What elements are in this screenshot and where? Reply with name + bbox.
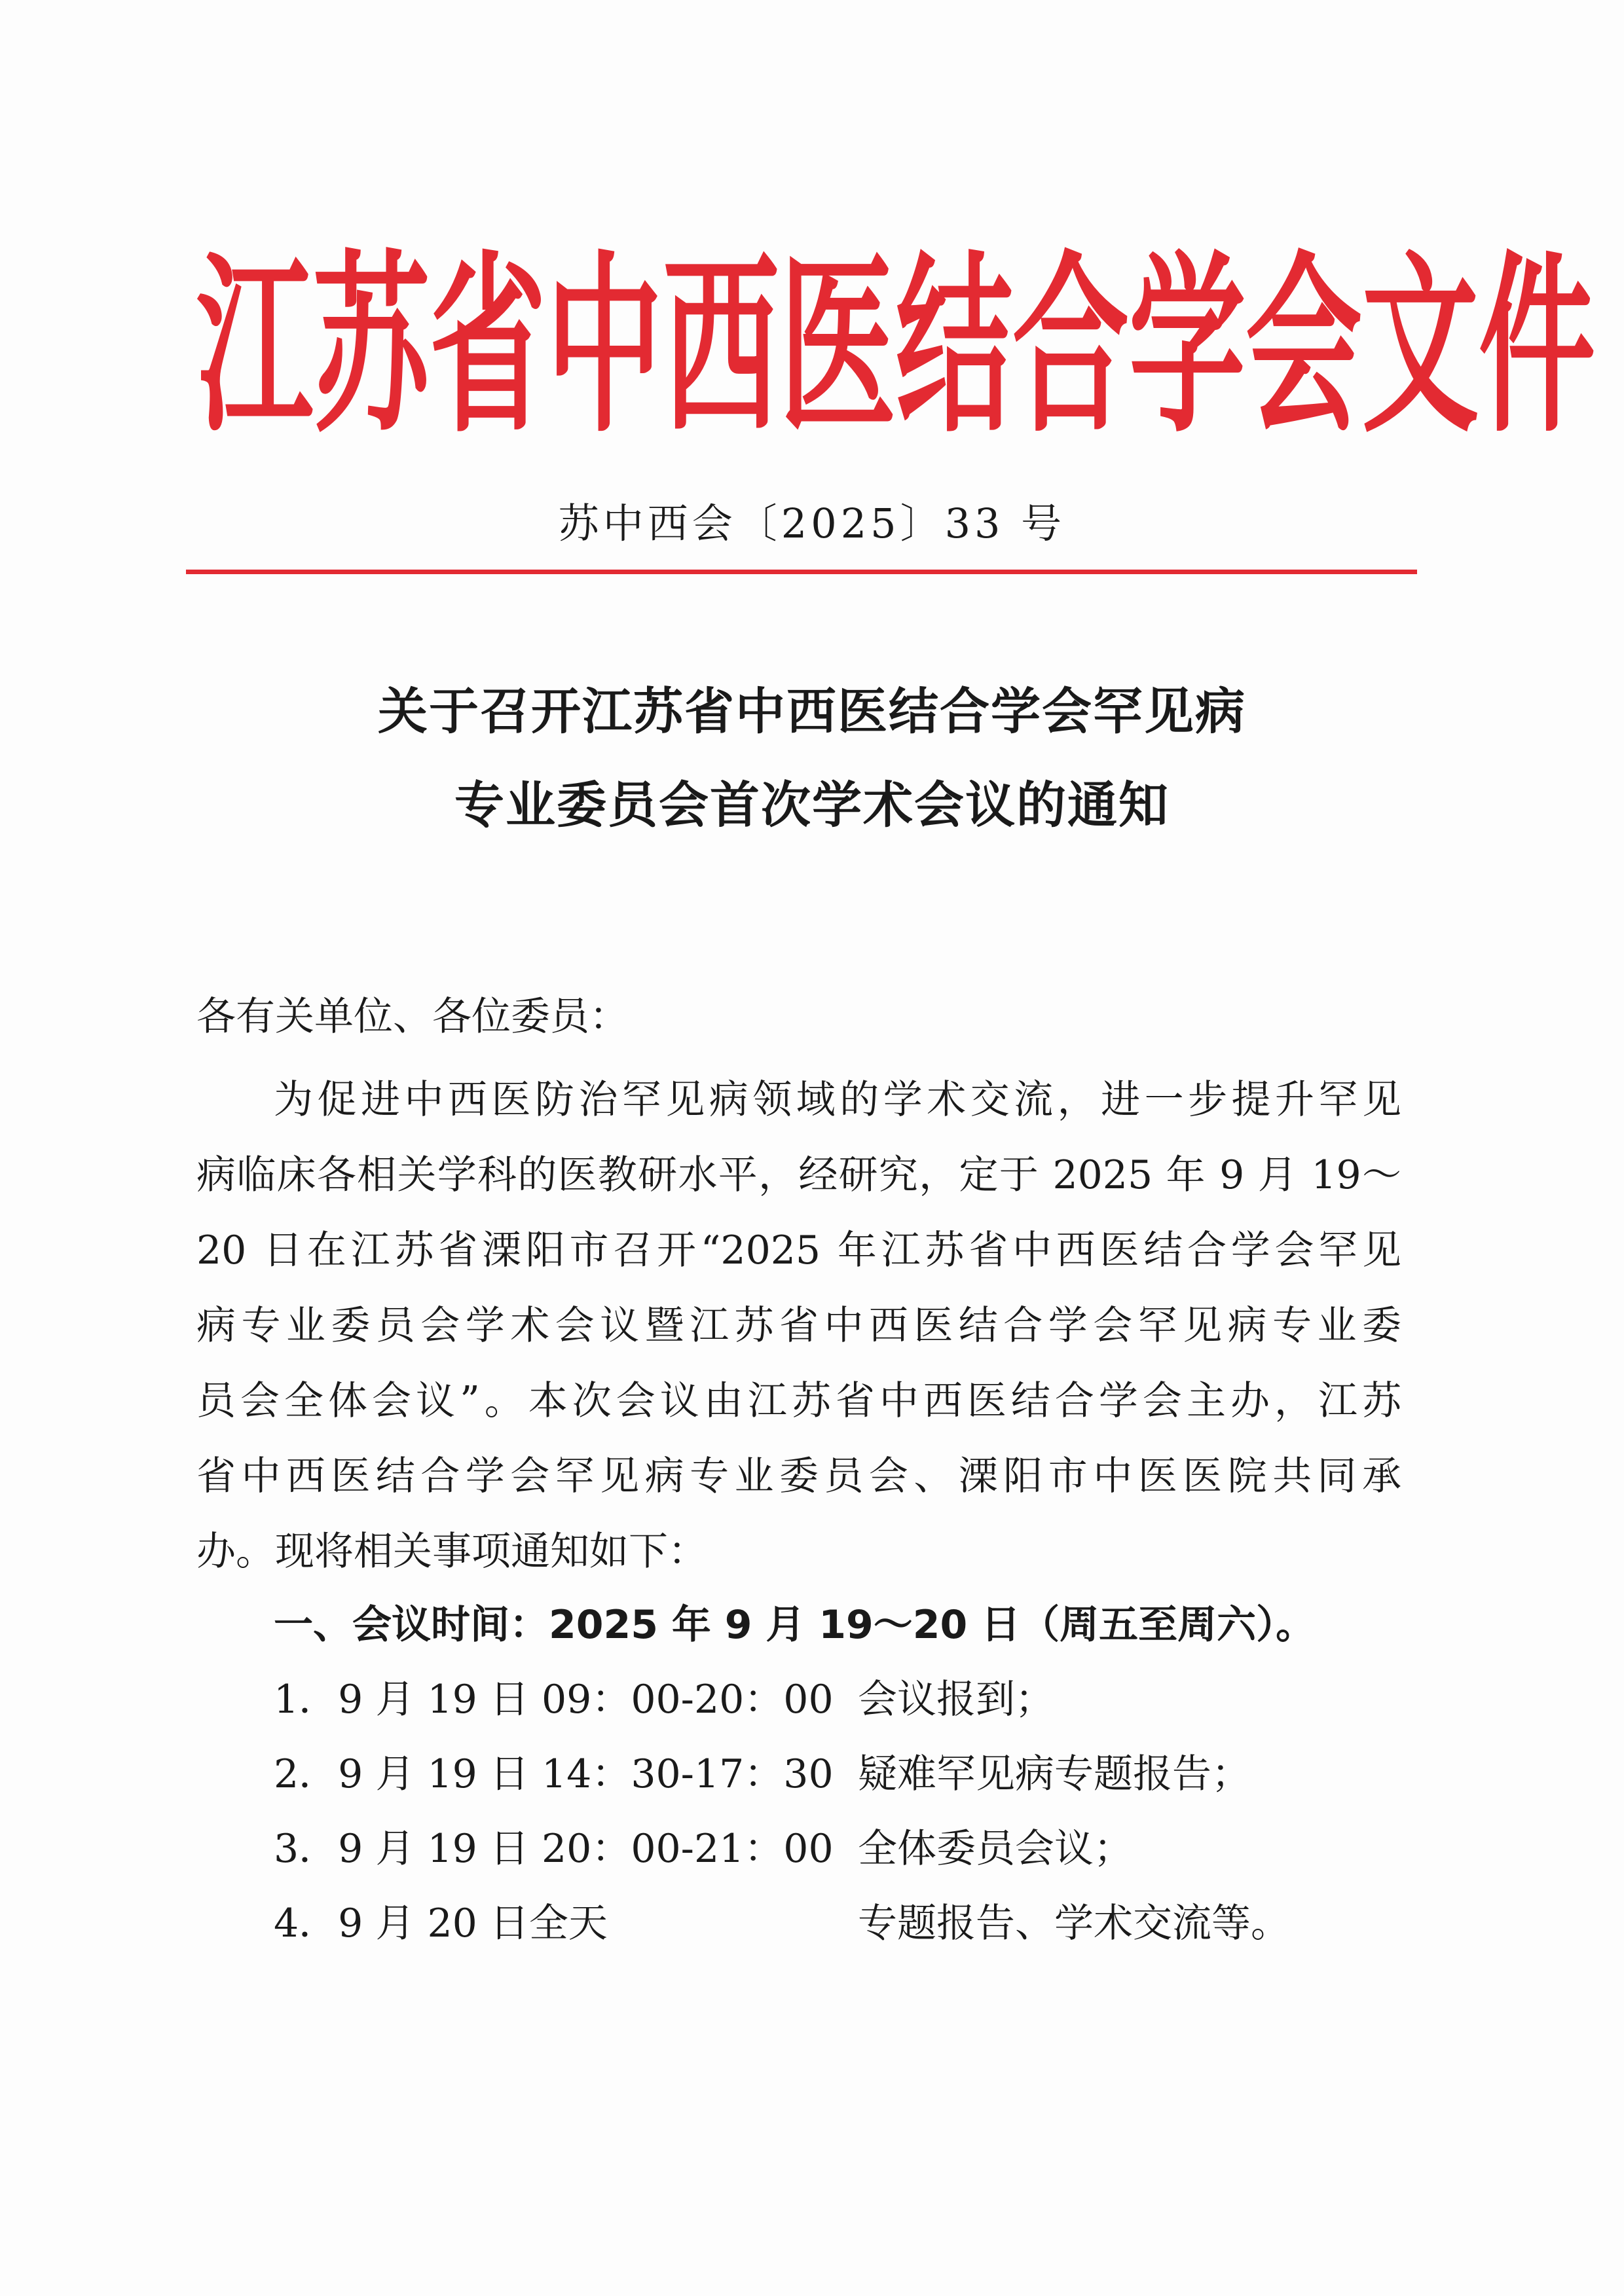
section-heading-meeting-time: 一、会议时间：2025 年 9 月 19～20 日（周五至周六）。 — [274, 1602, 1316, 1648]
schedule-time: 2．9 月 19 日 14：30-17：30 — [274, 1751, 834, 1797]
document-number: 苏中西会〔2025〕33 号 — [558, 500, 1066, 547]
paragraph-line: 省中西医结合学会罕见病专业委员会、溧阳市中医医院共同承 — [196, 1453, 1401, 1499]
masthead-char: 江 — [196, 234, 313, 458]
schedule-time: 1．9 月 19 日 09：00-20：00 — [274, 1677, 834, 1722]
masthead-title — [196, 234, 1595, 458]
paragraph-line: 办。现将相关事项通知如下： — [196, 1529, 707, 1575]
masthead-char: 苏 — [313, 234, 430, 458]
masthead-char: 件 — [1479, 234, 1595, 458]
masthead-char: 省 — [430, 234, 546, 458]
masthead-char: 学 — [1129, 234, 1246, 458]
schedule-time: 4．9 月 20 日全天 — [274, 1901, 608, 1946]
paragraph-line: 20 日在江苏省溧阳市召开“2025 年江苏省中西医结合学会罕见 — [196, 1228, 1401, 1273]
schedule-row — [274, 1748, 1413, 1800]
paragraph-line: 病临床各相关学科的医教研水平，经研究，定于 2025 年 9 月 19～ — [196, 1152, 1401, 1198]
notice-title-line-2: 专业委员会首次学术会议的通知 — [454, 776, 1170, 834]
schedule-time: 3．9 月 19 日 20：00-21：00 — [274, 1826, 834, 1872]
schedule-event: 疑难罕见病专题报告； — [858, 1751, 1251, 1797]
masthead-char: 西 — [663, 234, 779, 458]
masthead-char: 中 — [546, 234, 663, 458]
masthead-char: 会 — [1246, 234, 1362, 458]
schedule-row — [274, 1897, 1413, 1950]
schedule-row — [274, 1823, 1413, 1875]
salutation: 各有关单位、各位委员： — [196, 994, 629, 1040]
schedule-row — [274, 1673, 1413, 1726]
notice-title-line-1: 关于召开江苏省中西医结合学会罕见病 — [378, 682, 1246, 740]
schedule-event: 会议报到； — [858, 1677, 1054, 1722]
masthead-char: 医 — [779, 234, 896, 458]
paragraph-line: 为促进中西医防治罕见病领域的学术交流，进一步提升罕见 — [274, 1077, 1401, 1123]
masthead-char: 结 — [896, 234, 1012, 458]
schedule-event: 全体委员会议； — [858, 1826, 1133, 1872]
masthead-char: 合 — [1012, 234, 1129, 458]
paragraph-line: 员会全体会议”。本次会议由江苏省中西医结合学会主办，江苏 — [196, 1378, 1401, 1424]
red-divider-line — [186, 570, 1417, 574]
paragraph-line: 病专业委员会学术会议暨江苏省中西医结合学会罕见病专业委 — [196, 1303, 1401, 1349]
masthead-char: 文 — [1362, 234, 1479, 458]
schedule-event: 专题报告、学术交流等。 — [858, 1901, 1290, 1946]
